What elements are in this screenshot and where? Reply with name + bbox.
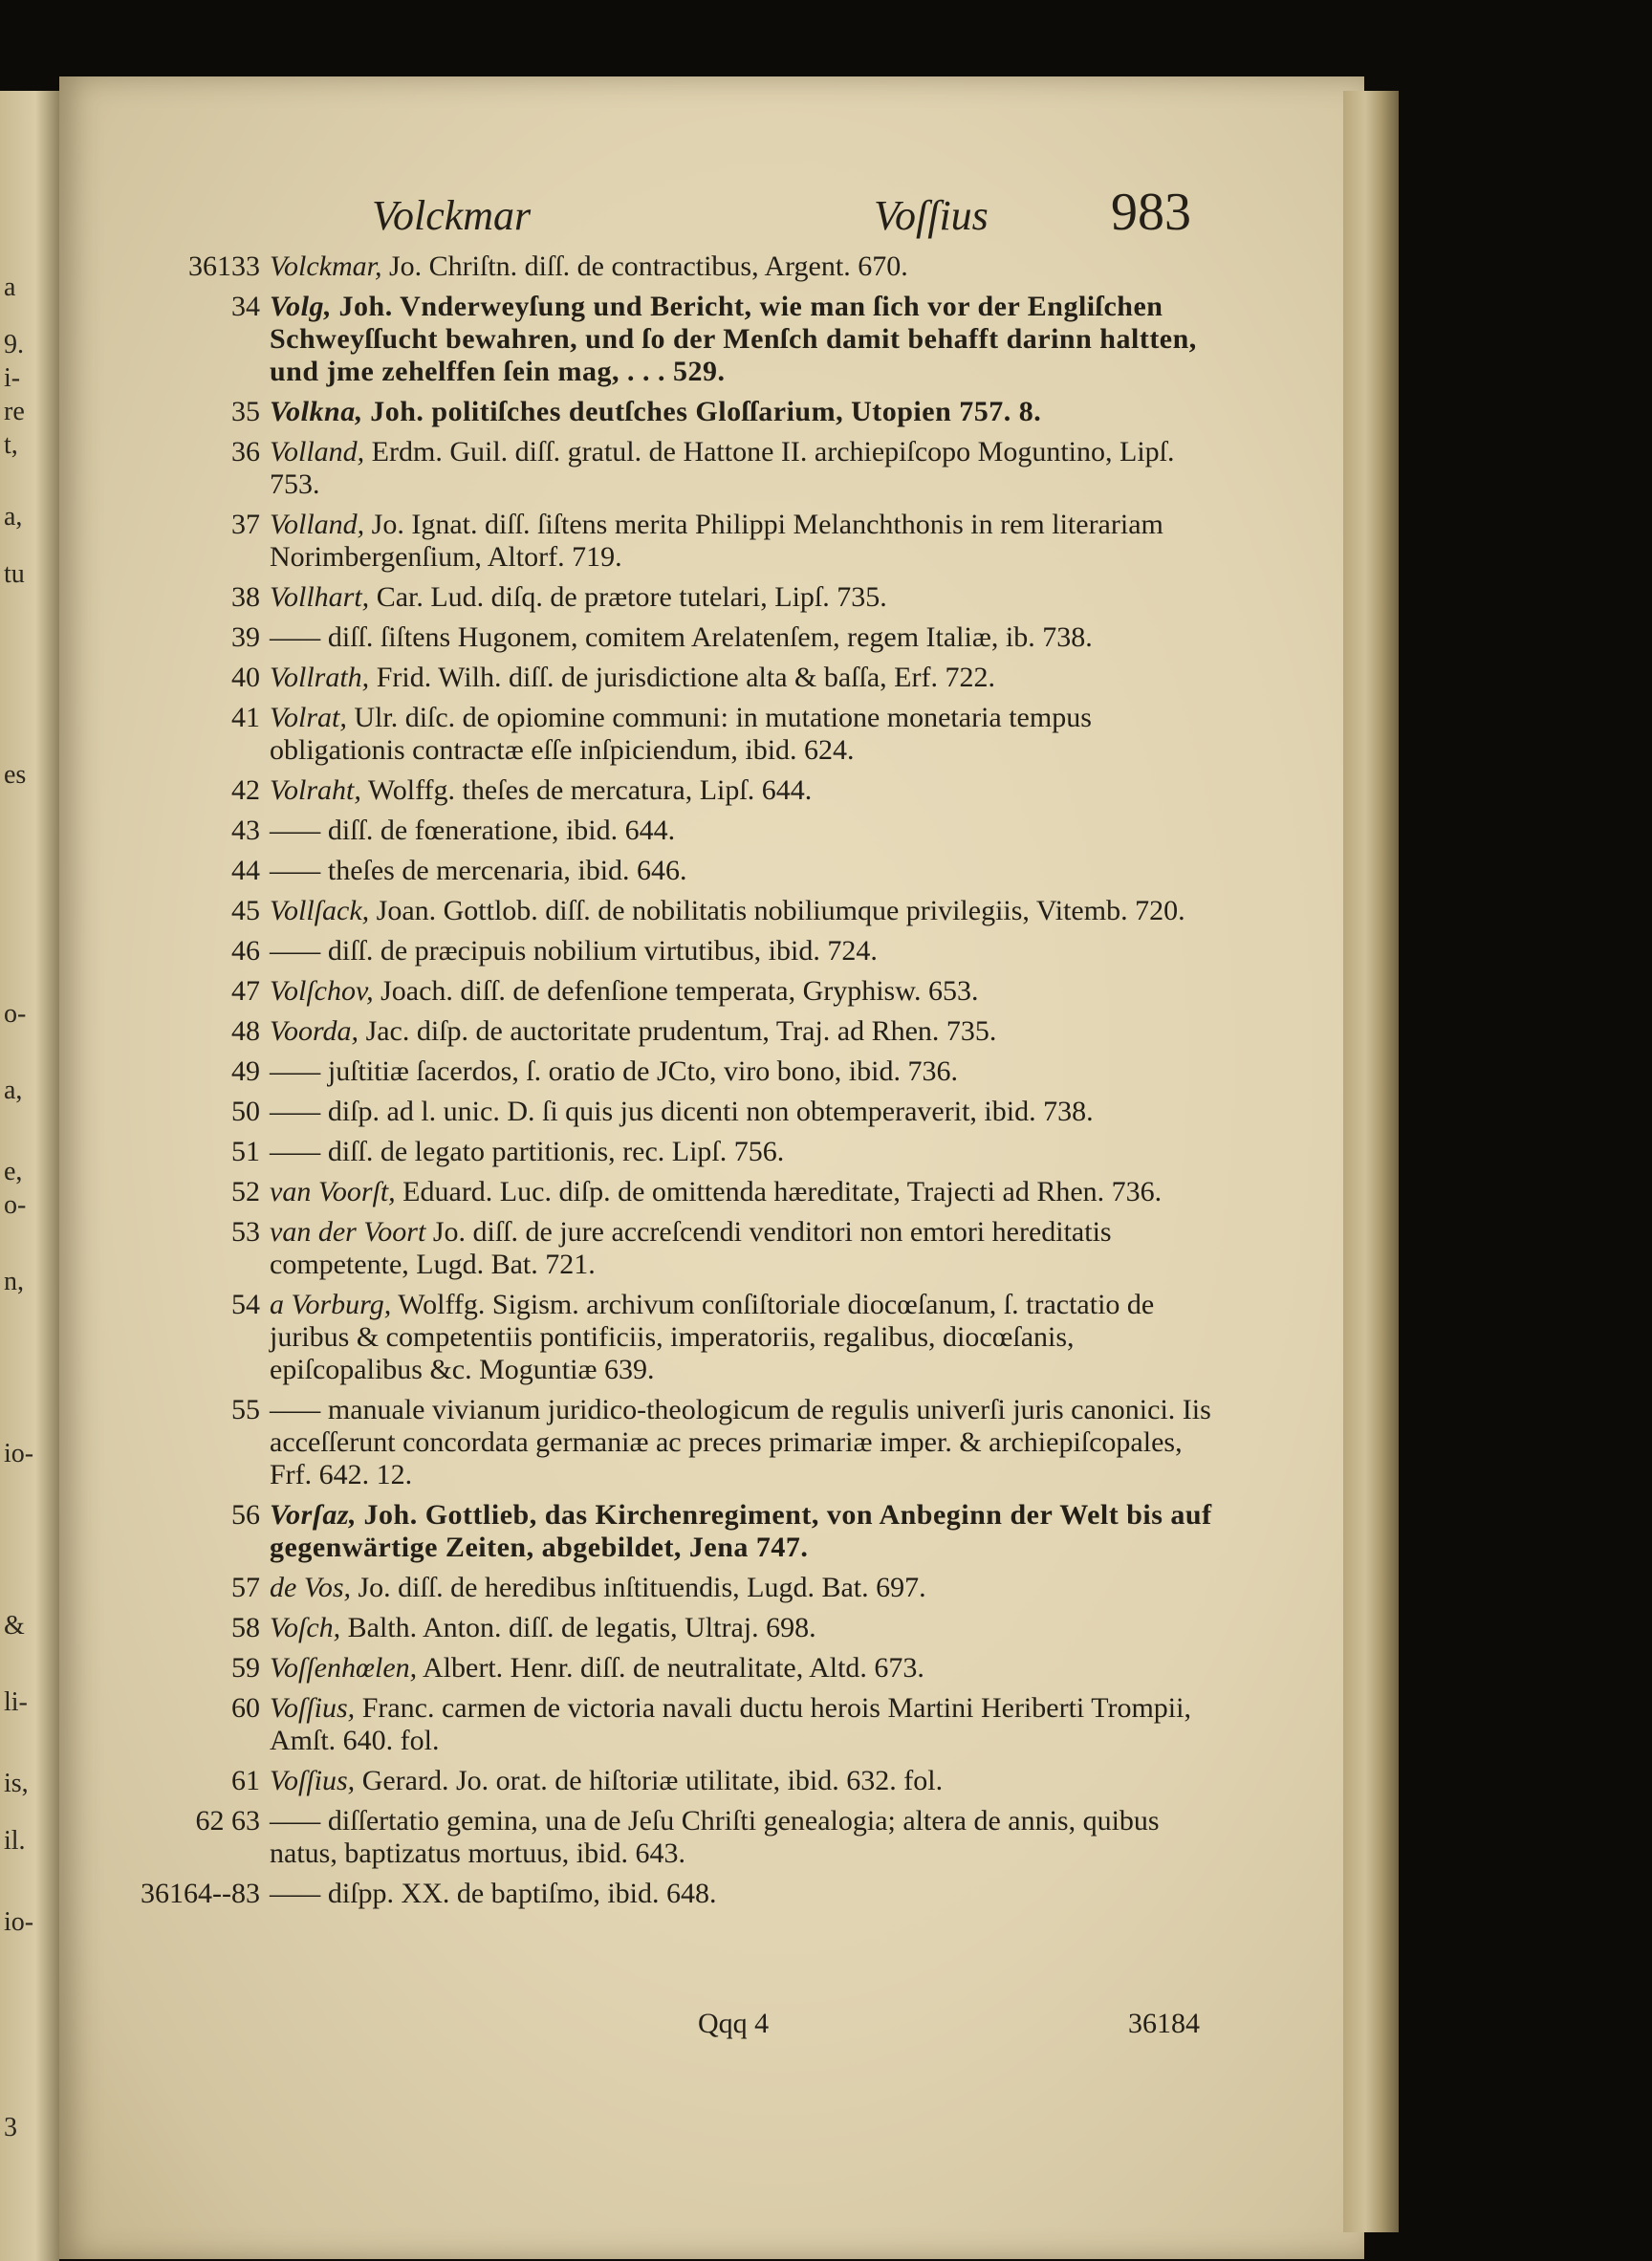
catalogue-entry	[163, 815, 1224, 847]
entry-author: ——	[270, 1878, 321, 1909]
entry-author: Voſſenhœlen,	[270, 1652, 418, 1684]
entry-title: manuale vivianum juridico-theologicum de regulis univerſi juris canonici. Iis acceſſerunt concordata germaniæ ac preces primariæ imper. & archiepiſcopales, Frf. 642. 12.	[270, 1394, 1211, 1490]
entry-title: Joh. Vnderweyſung und Bericht, wie man ſich vor der Engliſchen Schweyſſucht bewahren, und ſo der Menſch damit behafft darinn haltten, und jme zehelffen ſein mag, . . . 529.	[270, 291, 1197, 387]
margin-fragment: &	[4, 1611, 25, 1641]
entry-body	[270, 1572, 1224, 1604]
entry-number: 37	[231, 509, 260, 540]
entry-number: 49	[231, 1055, 260, 1087]
catalogue-entry	[163, 581, 1224, 614]
entry-number: 57	[231, 1572, 260, 1603]
entry-body	[270, 581, 1224, 614]
margin-fragment: a,	[4, 502, 23, 532]
entry-author: Voſch,	[270, 1612, 341, 1643]
entry-title: Franc. carmen de victoria navali ductu herois Martini Heriberti Trompii, Amſt. 640. fol.	[270, 1692, 1191, 1756]
entry-body	[270, 1096, 1224, 1128]
catalogue-entry	[163, 1216, 1224, 1281]
entry-number: 39	[231, 621, 260, 653]
catalogue-entry	[163, 774, 1224, 807]
catalogue-entry	[163, 1499, 1224, 1564]
entry-number: 61	[231, 1765, 260, 1796]
entry-body	[270, 436, 1224, 501]
entry-number: 45	[231, 895, 260, 926]
catalogue-entry	[163, 1176, 1224, 1208]
catalogue-entry	[163, 702, 1224, 767]
header-right-keyword: Voſſius	[874, 192, 989, 239]
entry-title: Frid. Wilh. diſſ. de jurisdictione alta & baſſa, Erf. 722.	[376, 662, 995, 693]
catalogue-entry	[163, 1692, 1224, 1757]
entry-body	[270, 509, 1224, 574]
entry-number: 34	[231, 291, 260, 322]
entry-number: 46	[231, 935, 260, 967]
signature-mark: Qqq 4	[698, 2008, 770, 2039]
entry-number: 40	[231, 662, 260, 693]
entry-number: 60	[231, 1692, 260, 1724]
margin-fragment: io-	[4, 1907, 34, 1937]
entry-title: theſes de mercenaria, ibid. 646.	[327, 855, 687, 886]
margin-fragment: es	[4, 760, 27, 790]
entry-body	[270, 1216, 1224, 1281]
entry-title: diſſ. de præcipuis nobilium virtutibus, ibid. 724.	[327, 935, 878, 967]
catalogue-entry	[163, 1096, 1224, 1128]
entry-title: diſſ. ſiſtens Hugonem, comitem Arelatenſem, regem Italiæ, ib. 738.	[327, 621, 1093, 653]
entry-body	[270, 1765, 1224, 1797]
entry-title: diſſertatio gemina, una de Jeſu Chriſti genealogia; altera de annis, quibus natus, baptizatus mortuus, ibid. 643.	[270, 1805, 1160, 1869]
entry-author: Volland,	[270, 509, 365, 540]
catalogue-entry	[163, 621, 1224, 654]
entry-title: Jo. diſſ. de heredibus inſtituendis, Lugd. Bat. 697.	[358, 1572, 926, 1603]
catalogue-entry	[163, 1136, 1224, 1168]
page-number: 983	[1111, 183, 1191, 242]
catalogue-entry	[163, 1289, 1224, 1386]
entry-body	[270, 1176, 1224, 1208]
entry-author: Volſchov,	[270, 975, 374, 1007]
catalogue-entry	[163, 1394, 1224, 1491]
margin-fragment: a,	[4, 1076, 23, 1105]
entry-title: Joh. Gottlieb, das Kirchenregiment, von Anbeginn der Welt bis auf gegenwärtige Zeiten, abgebildet, Jena 747.	[270, 1499, 1212, 1563]
header-left-keyword: Volckmar	[372, 192, 532, 239]
entry-author: van Voorſt,	[270, 1176, 396, 1207]
entry-author: Vollhart,	[270, 581, 370, 613]
entry-body	[270, 1136, 1224, 1168]
entry-number: 51	[231, 1136, 260, 1167]
entry-body	[270, 1652, 1224, 1685]
entry-number: 42	[231, 774, 260, 806]
entry-body	[270, 621, 1224, 654]
catalogue-entry	[163, 855, 1224, 887]
entry-title: Albert. Henr. diſſ. de neutralitate, Altd. 673.	[423, 1652, 924, 1684]
entry-author: Volraht,	[270, 774, 361, 806]
entry-author: Volg,	[270, 291, 333, 322]
entry-title: Jo. diſſ. de jure accreſcendi venditori non emtori hereditatis competente, Lugd. Bat. 721.	[270, 1216, 1112, 1280]
entry-number: 50	[231, 1096, 260, 1127]
entry-number: 55	[231, 1394, 260, 1425]
entry-author: a Vorburg,	[270, 1289, 392, 1320]
entry-author: ——	[270, 1136, 321, 1167]
entry-author: ——	[270, 855, 321, 886]
entry-title: Gerard. Jo. orat. de hiſtoriæ utilitate, ibid. 632. fol.	[361, 1765, 944, 1796]
catalogue-entry	[163, 1805, 1224, 1870]
entry-author: de Vos,	[270, 1572, 351, 1603]
entry-number: 35	[231, 396, 260, 427]
entry-body	[270, 1805, 1224, 1870]
margin-fragment: is,	[4, 1769, 29, 1798]
entry-body	[270, 935, 1224, 967]
entry-number: 59	[231, 1652, 260, 1684]
catalogue-entry	[163, 509, 1224, 574]
entry-title: Joan. Gottlob. diſſ. de nobilitatis nobiliumque privilegiis, Vitemb. 720.	[376, 895, 1185, 926]
entry-title: Jac. diſp. de auctoritate prudentum, Traj. ad Rhen. 735.	[365, 1015, 997, 1047]
entry-number: 48	[231, 1015, 260, 1047]
margin-fragment: io-	[4, 1439, 34, 1468]
margin-fragment: i-	[4, 363, 21, 393]
entry-body	[270, 1055, 1224, 1088]
catalogue-entry	[163, 1055, 1224, 1088]
entry-author: Voorda,	[270, 1015, 359, 1047]
margin-fragment: re	[4, 397, 25, 426]
margin-fragment: o-	[4, 1190, 27, 1220]
entry-author: Vollſack,	[270, 895, 370, 926]
entry-title: Ulr. diſc. de opiomine communi: in mutatione monetaria tempus obligationis contractæ eſſe inſpiciendum, ibid. 624.	[270, 702, 1092, 766]
entry-author: Volrat,	[270, 702, 347, 733]
catalogue-entry	[163, 1612, 1224, 1644]
entry-number: 47	[231, 975, 260, 1007]
entry-number: 36	[231, 436, 260, 467]
margin-fragment: il.	[4, 1826, 26, 1856]
entry-author: Volland,	[270, 436, 365, 467]
margin-fragment: n,	[4, 1267, 24, 1296]
catalogue-entry	[163, 975, 1224, 1008]
catalogue-entry	[163, 436, 1224, 501]
catchword: 36184	[1128, 2008, 1200, 2039]
page-stack-edge	[1343, 91, 1399, 2232]
entry-author: Voſſius,	[270, 1765, 356, 1796]
entry-body	[270, 291, 1224, 388]
entry-title: Eduard. Luc. diſp. de omittenda hæreditate, Trajecti ad Rhen. 736.	[402, 1176, 1163, 1207]
catalogue-entry	[163, 935, 1224, 967]
margin-fragment: a	[4, 272, 16, 302]
entry-number: 36133	[188, 250, 260, 282]
catalogue-entry	[141, 1878, 1224, 1910]
entry-body	[270, 1499, 1224, 1564]
catalogue-entry	[163, 1572, 1224, 1604]
running-header	[59, 182, 1364, 249]
entry-body	[270, 1878, 1224, 1910]
entry-author: ——	[270, 1055, 321, 1087]
entry-number: 38	[231, 581, 260, 613]
entry-title: Jo. Ignat. diſſ. ſiſtens merita Philippi Melanchthonis in rem literariam Norimbergenſium, Altorf. 719.	[270, 509, 1163, 573]
entry-title: Joach. diſſ. de defenſione temperata, Gryphisw. 653.	[380, 975, 979, 1007]
entry-body	[270, 1612, 1224, 1644]
entry-title: juſtitiæ ſacerdos, ſ. oratio de JCto, viro bono, ibid. 736.	[327, 1055, 958, 1087]
margin-fragment: tu	[4, 559, 25, 589]
catalogue-entry	[163, 396, 1224, 428]
entry-body	[270, 396, 1224, 428]
entry-body	[270, 1015, 1224, 1048]
entry-author: ——	[270, 1805, 321, 1837]
catalogue-entry	[163, 291, 1224, 388]
margin-fragment: 3	[4, 2113, 17, 2142]
catalogue-entries	[141, 250, 1224, 1918]
catalogue-entry	[163, 1015, 1224, 1048]
catalogue-entry	[163, 250, 1224, 283]
entry-author: ——	[270, 621, 321, 653]
catalogue-entry	[163, 1652, 1224, 1685]
entry-body	[270, 662, 1224, 694]
entry-title: Jo. Chriſtn. diſſ. de contractibus, Argent. 670.	[388, 250, 908, 282]
entry-author: Vollrath,	[270, 662, 370, 693]
entry-body	[270, 702, 1224, 767]
entry-author: Vorſaz,	[270, 1499, 358, 1531]
margin-fragment: li-	[4, 1687, 28, 1717]
entry-number: 54	[231, 1289, 260, 1320]
entry-title: diſſ. de legato partitionis, rec. Lipſ. 756.	[327, 1136, 785, 1167]
entry-title: diſſ. de fœneratione, ibid. 644.	[327, 815, 676, 846]
entry-title: Joh. politiſches deutſches Gloſſarium, Utopien 757. 8.	[370, 396, 1042, 427]
entry-title: Wolffg. Sigism. archivum conſiſtoriale diocœſanum, ſ. tractatio de juribus & competentiis pontificiis, imperatoriis, regalibus, diocœſanis, epiſcopalibus &c. Moguntiæ 639.	[270, 1289, 1155, 1385]
entry-number: 52	[231, 1176, 260, 1207]
entry-author: ——	[270, 1394, 321, 1425]
entry-number: 44	[231, 855, 260, 886]
entry-author: van der Voort	[270, 1216, 426, 1248]
entry-title: Wolffg. theſes de mercatura, Lipſ. 644.	[367, 774, 813, 806]
margin-fragment: o-	[4, 999, 27, 1029]
entry-number: 36164--83	[141, 1878, 260, 1909]
entry-author: Volckmar,	[270, 250, 382, 282]
entry-author: ——	[270, 935, 321, 967]
entry-number: 58	[231, 1612, 260, 1643]
entry-body	[270, 774, 1224, 807]
entry-title: Balth. Anton. diſſ. de legatis, Ultraj. 698.	[347, 1612, 816, 1643]
margin-fragment: 9.	[4, 330, 24, 359]
entry-author: ——	[270, 815, 321, 846]
catalogue-entry	[163, 895, 1224, 927]
entry-body	[270, 855, 1224, 887]
margin-fragment: e,	[4, 1157, 23, 1186]
entry-author: Volkna,	[270, 396, 363, 427]
entry-title: diſp. ad l. unic. D. ſi quis jus dicenti non obtemperaverit, ibid. 738.	[327, 1096, 1094, 1127]
entry-number: 41	[231, 702, 260, 733]
catalogue-entry	[163, 662, 1224, 694]
entry-title: diſpp. XX. de baptiſmo, ibid. 648.	[327, 1878, 717, 1909]
catalogue-entry	[163, 1765, 1224, 1797]
entry-body	[270, 250, 1224, 283]
entry-body	[270, 1289, 1224, 1386]
entry-number: 43	[231, 815, 260, 846]
entry-number: 62 63	[195, 1805, 260, 1837]
entry-body	[270, 815, 1224, 847]
entry-number: 53	[231, 1216, 260, 1248]
facing-page-edge	[0, 91, 59, 2261]
entry-author: ——	[270, 1096, 321, 1127]
entry-title: Car. Lud. diſq. de prætore tutelari, Lipſ. 735.	[376, 581, 887, 613]
entry-body	[270, 975, 1224, 1008]
page-footer	[163, 2008, 1224, 2046]
entry-title: Erdm. Guil. diſſ. gratul. de Hattone II. archiepiſcopo Moguntino, Lipſ. 753.	[270, 436, 1175, 500]
entry-body	[270, 895, 1224, 927]
entry-body	[270, 1692, 1224, 1757]
entry-number: 56	[231, 1499, 260, 1531]
entry-author: Voſſius,	[270, 1692, 356, 1724]
margin-fragment: t,	[4, 430, 18, 460]
entry-body	[270, 1394, 1224, 1491]
